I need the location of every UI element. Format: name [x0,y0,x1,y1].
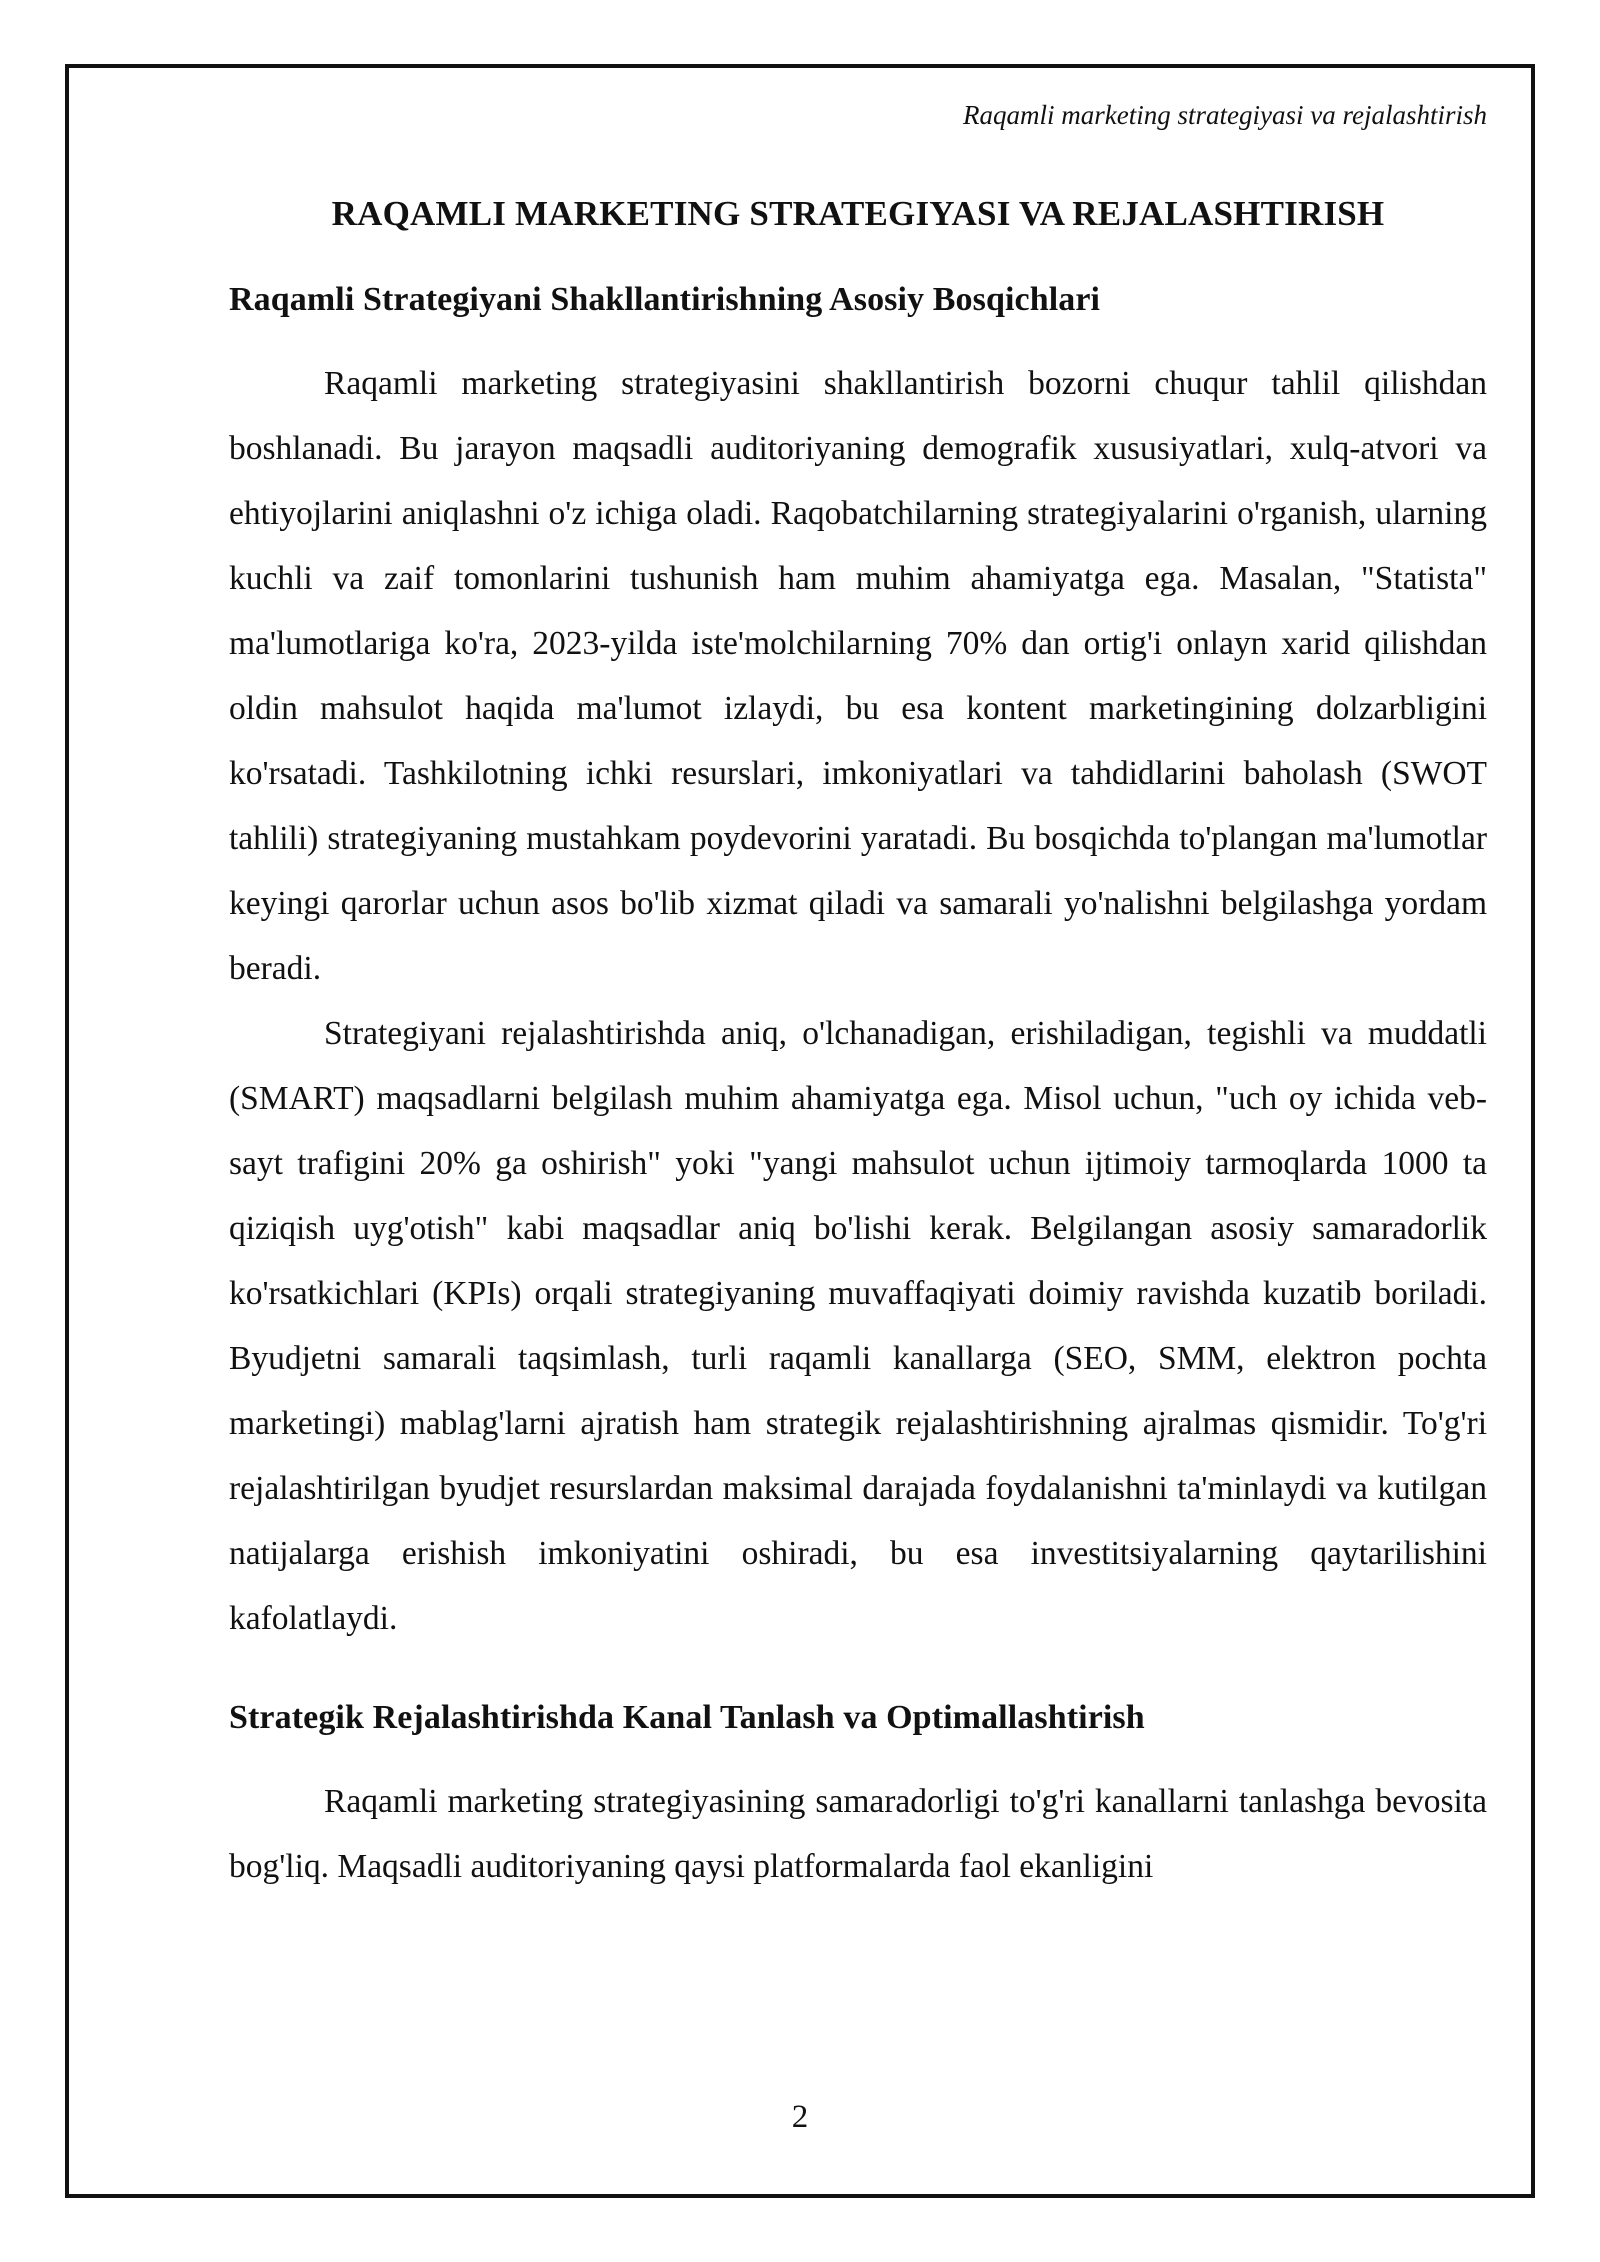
section-heading-2: Strategik Rejalashtirishda Kanal Tanlash va Optimallashtirish [229,1699,1145,1736]
body-paragraph-1: Raqamli marketing strategiyasini shakllantirish bozorni chuqur tahlil qilishdan boshlanadi. Bu jarayon maqsadli auditoriyaning demografik xususiyatlari, xulq-atvori va ehtiyojlarini aniqlashni o'z ichiga oladi. Raqobatchilarning strategiyalarini o'rganish, ularning kuchli va zaif tomonlarini tushunish ham muhim ahamiyatga ega. Masalan, "Statista" ma'lumotlariga ko'ra, 2023-yilda iste'molchilarning 70% dan ortig'i onlayn xarid qilishdan oldin mahsulot haqida ma'lumot izlaydi, bu esa kontent marketingining dolzarbligini ko'rsatadi. Tashkilotning ichki resurslari, imkoniyatlari va tahdidlarini baholash (SWOT tahlili) strategiyaning mustahkam poydevorini yaratadi. Bu bosqichda to'plangan ma'lumotlar keyingi qarorlar uchun asos bo'lib xizmat qiladi va samarali yo'nalishni belgilashga yordam beradi. [229,365,1487,987]
section-heading-1: Raqamli Strategiyani Shakllantirishning Asosiy Bosqichlari [229,281,1101,318]
document-title: RAQAMLI MARKETING STRATEGIYASI VA REJALASHTIRISH [331,194,1385,233]
body-paragraph-2: Strategiyani rejalashtirishda aniq, o'lchanadigan, erishiladigan, tegishli va muddatli (SMART) maqsadlarni belgilash muhim ahamiyatga ega. Misol uchun, "uch oy ichida veb-sayt trafigini 20% ga oshirish" yoki "yangi mahsulot uchun ijtimoiy tarmoqlarda 1000 ta qiziqish uyg'otish" kabi maqsadlar aniq bo'lishi kerak. Belgilangan asosiy samaradorlik ko'rsatkichlari (KPIs) orqali strategiyaning muvaffaqiyati doimiy ravishda kuzatib boriladi. Byudjetni samarali taqsimlash, turli raqamli kanallarga (SEO, SMM, elektron pochta marketingi) mablag'larni ajratish ham strategik rejalashtirishning ajralmas qismidir. To'g'ri rejalashtirilgan byudjet resurslardan maksimal darajada foydalanishni ta'minlaydi va kutilgan natijalarga erishish imkoniyatini oshiradi, bu esa investitsiyalarning qaytarilishini kafolatlaydi. [229,1015,1487,1637]
page-content [229,185,1487,1899]
page-number: 2 [791,2099,809,2135]
body-paragraph-3: Raqamli marketing strategiyasining samaradorligi to'g'ri kanallarni tanlashga bevosita bog'liq. Maqsadli auditoriyaning qaysi platformalarda faol ekanligini [229,1783,1487,1885]
running-header: Raqamli marketing strategiyasi va rejalashtirish [963,100,1487,130]
